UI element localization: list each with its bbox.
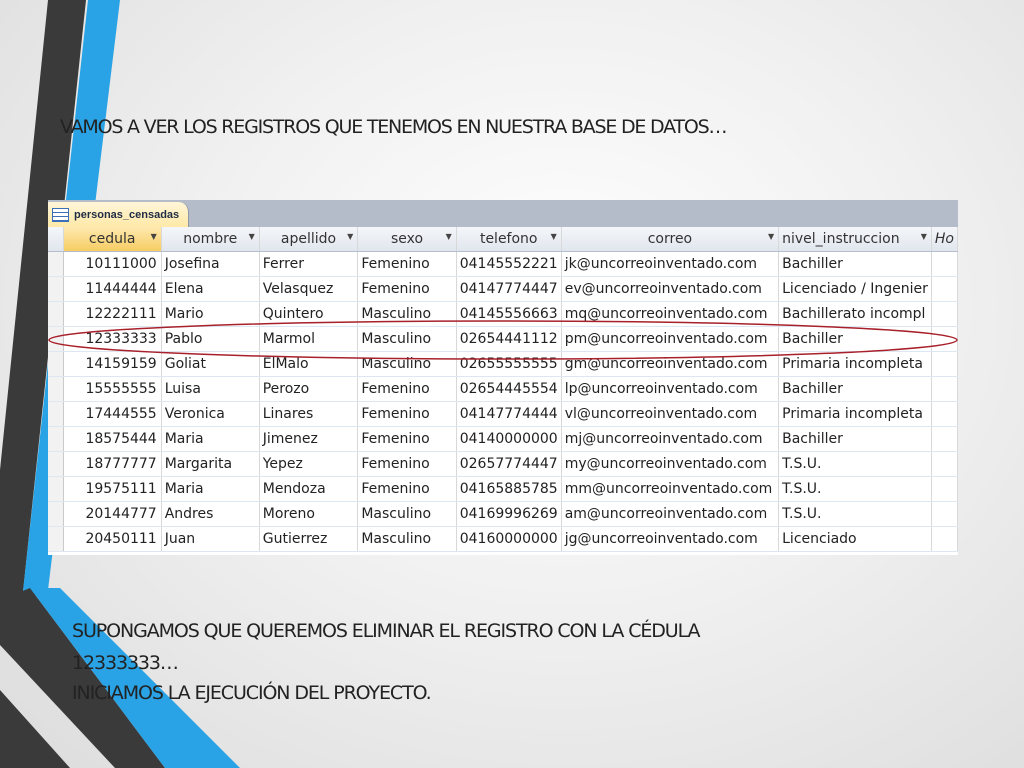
cell-cedula[interactable]: 18575444	[63, 427, 161, 452]
cell-sexo[interactable]: Femenino	[358, 252, 456, 277]
cell-sexo[interactable]: Masculino	[358, 327, 456, 352]
cell-partial[interactable]	[931, 277, 957, 302]
cell-telefono[interactable]: 02654445554	[456, 377, 561, 402]
cell-apellido[interactable]: Velasquez	[259, 277, 358, 302]
dropdown-arrow-icon[interactable]: ▼	[920, 232, 927, 241]
cell-nombre[interactable]: Elena	[161, 277, 259, 302]
cell-nivel-instruccion[interactable]: Bachiller	[779, 327, 932, 352]
cell-nombre[interactable]: Juan	[161, 527, 259, 552]
cell-apellido[interactable]: Linares	[259, 402, 358, 427]
col-header-sexo[interactable]: sexo ▼	[358, 227, 456, 252]
cell-sexo[interactable]: Femenino	[358, 427, 456, 452]
cell-correo[interactable]: gm@uncorreoinventado.com	[561, 352, 778, 377]
cell-sexo[interactable]: Femenino	[358, 477, 456, 502]
cell-sexo[interactable]: Femenino	[358, 377, 456, 402]
cell-correo[interactable]: mm@uncorreoinventado.com	[561, 477, 778, 502]
cell-nivel-instruccion[interactable]: T.S.U.	[779, 502, 932, 527]
table-row[interactable]	[48, 302, 958, 327]
cell-cedula[interactable]: 17444555	[63, 402, 161, 427]
cell-apellido[interactable]: Marmol	[259, 327, 358, 352]
cell-nombre[interactable]: Maria	[161, 477, 259, 502]
col-header-correo[interactable]: correo ▼	[561, 227, 778, 252]
table-icon	[52, 208, 69, 222]
cell-correo[interactable]: my@uncorreoinventado.com	[561, 452, 778, 477]
cell-nombre[interactable]: Andres	[161, 502, 259, 527]
cell-nivel-instruccion[interactable]: Bachiller	[779, 427, 932, 452]
cell-correo[interactable]: pm@uncorreoinventado.com	[561, 327, 778, 352]
caption-line-3: INICIAMOS LA EJECUCIÓN DEL PROYECTO.	[72, 682, 431, 704]
cell-telefono[interactable]: 04147774447	[456, 277, 561, 302]
row-selector[interactable]	[48, 302, 63, 327]
dropdown-arrow-icon[interactable]: ▼	[445, 232, 452, 241]
row-selector[interactable]	[48, 252, 63, 277]
row-selector[interactable]	[48, 502, 63, 527]
cell-sexo[interactable]: Masculino	[358, 302, 456, 327]
col-header-partial[interactable]: Ho	[931, 227, 957, 252]
cell-nombre[interactable]: Maria	[161, 427, 259, 452]
table-row[interactable]	[48, 452, 958, 477]
cell-apellido[interactable]: Quintero	[259, 302, 358, 327]
table-row[interactable]	[48, 427, 958, 452]
cell-correo[interactable]: mq@uncorreoinventado.com	[561, 302, 778, 327]
cell-partial[interactable]	[931, 302, 957, 327]
cell-telefono[interactable]: 04145552221	[456, 252, 561, 277]
row-selector[interactable]	[48, 277, 63, 302]
header-row	[48, 227, 958, 252]
cell-telefono[interactable]: 04169996269	[456, 502, 561, 527]
cell-partial[interactable]	[931, 352, 957, 377]
cell-correo[interactable]: mj@uncorreoinventado.com	[561, 427, 778, 452]
cell-apellido[interactable]: Yepez	[259, 452, 358, 477]
records-table	[48, 227, 958, 552]
slide-heading: VAMOS A VER LOS REGISTROS QUE TENEMOS EN NUESTRA BASE DE DATOS…	[60, 116, 727, 138]
cell-correo[interactable]: jg@uncorreoinventado.com	[561, 527, 778, 552]
cell-sexo[interactable]: Femenino	[358, 402, 456, 427]
cell-nivel-instruccion[interactable]: Primaria incompleta	[779, 352, 932, 377]
cell-correo[interactable]: jk@uncorreoinventado.com	[561, 252, 778, 277]
col-header-apellido[interactable]: apellido ▼	[259, 227, 358, 252]
cell-partial[interactable]	[931, 252, 957, 277]
table-row[interactable]	[48, 402, 958, 427]
cell-apellido[interactable]: Ferrer	[259, 252, 358, 277]
cell-nombre[interactable]: Goliat	[161, 352, 259, 377]
table-row[interactable]	[48, 527, 958, 552]
cell-telefono[interactable]: 04145556663	[456, 302, 561, 327]
cell-correo[interactable]: am@uncorreoinventado.com	[561, 502, 778, 527]
access-datasheet	[48, 200, 958, 555]
cell-cedula[interactable]: 11444444	[63, 277, 161, 302]
cell-cedula[interactable]: 19575111	[63, 477, 161, 502]
cell-nombre[interactable]: Josefina	[161, 252, 259, 277]
cell-sexo[interactable]: Femenino	[358, 452, 456, 477]
row-selector[interactable]	[48, 452, 63, 477]
select-all-corner[interactable]	[48, 227, 63, 252]
cell-nivel-instruccion[interactable]: Bachiller	[779, 252, 932, 277]
caption-line-1: SUPONGAMOS QUE QUEREMOS ELIMINAR EL REGISTRO CON LA CÉDULA	[72, 620, 700, 642]
cell-cedula[interactable]: 14159159	[63, 352, 161, 377]
cell-apellido[interactable]: Mendoza	[259, 477, 358, 502]
cell-cedula[interactable]: 12222111	[63, 302, 161, 327]
cell-sexo[interactable]: Femenino	[358, 277, 456, 302]
cell-apellido[interactable]: Gutierrez	[259, 527, 358, 552]
cell-nivel-instruccion[interactable]: T.S.U.	[779, 452, 932, 477]
row-selector[interactable]	[48, 527, 63, 552]
cell-correo[interactable]: vl@uncorreoinventado.com	[561, 402, 778, 427]
cell-apellido[interactable]: Moreno	[259, 502, 358, 527]
table-row[interactable]	[48, 277, 958, 302]
cell-sexo[interactable]: Masculino	[358, 527, 456, 552]
row-selector[interactable]	[48, 327, 63, 352]
cell-telefono[interactable]: 04147774444	[456, 402, 561, 427]
dropdown-arrow-icon[interactable]: ▼	[767, 232, 775, 241]
cell-nombre[interactable]: Luisa	[161, 377, 259, 402]
table-tab[interactable]	[48, 202, 189, 227]
table-row[interactable]	[48, 377, 958, 402]
cell-correo[interactable]: ev@uncorreoinventado.com	[561, 277, 778, 302]
cell-cedula[interactable]: 12333333	[63, 327, 161, 352]
table-row[interactable]	[48, 352, 958, 377]
table-row[interactable]	[48, 502, 958, 527]
cell-partial[interactable]	[931, 502, 957, 527]
cell-telefono[interactable]: 04160000000	[456, 527, 561, 552]
row-selector[interactable]	[48, 477, 63, 502]
row-selector[interactable]	[48, 352, 63, 377]
cell-nombre[interactable]: Veronica	[161, 402, 259, 427]
cell-telefono[interactable]: 02654441112	[456, 327, 561, 352]
cell-cedula[interactable]: 20144777	[63, 502, 161, 527]
dropdown-arrow-icon[interactable]: ▼	[248, 232, 255, 241]
cell-apellido[interactable]: Jimenez	[259, 427, 358, 452]
caption-line-2: 12333333…	[72, 652, 178, 674]
dropdown-arrow-icon[interactable]: ▼	[550, 232, 557, 241]
row-selector[interactable]	[48, 402, 63, 427]
row-selector[interactable]	[48, 377, 63, 402]
cell-sexo[interactable]: Masculino	[358, 352, 456, 377]
cell-nivel-instruccion[interactable]: Bachiller	[779, 377, 932, 402]
dropdown-arrow-icon[interactable]: ▼	[150, 232, 157, 241]
cell-telefono[interactable]: 02657774447	[456, 452, 561, 477]
table-row[interactable]	[48, 327, 958, 352]
table-row[interactable]	[48, 252, 958, 277]
cell-sexo[interactable]: Masculino	[358, 502, 456, 527]
cell-correo[interactable]: lp@uncorreoinventado.com	[561, 377, 778, 402]
col-header-nivel-instruccion[interactable]: nivel_instruccion ▼	[779, 227, 932, 252]
table-row[interactable]	[48, 477, 958, 502]
cell-apellido[interactable]: Perozo	[259, 377, 358, 402]
cell-nivel-instruccion[interactable]: Licenciado / Ingenier	[779, 277, 932, 302]
cell-cedula[interactable]: 10111000	[63, 252, 161, 277]
cell-nivel-instruccion[interactable]: Bachillerato incompl	[779, 302, 932, 327]
cell-telefono[interactable]: 02655555555	[456, 352, 561, 377]
cell-apellido[interactable]: ElMalo	[259, 352, 358, 377]
dropdown-arrow-icon[interactable]: ▼	[347, 232, 354, 241]
cell-nombre[interactable]: Margarita	[161, 452, 259, 477]
cell-partial[interactable]	[931, 402, 957, 427]
cell-nivel-instruccion[interactable]: T.S.U.	[779, 477, 932, 502]
cell-telefono[interactable]: 04165885785	[456, 477, 561, 502]
col-header-telefono[interactable]: telefono ▼	[456, 227, 561, 252]
cell-cedula[interactable]: 15555555	[63, 377, 161, 402]
cell-cedula[interactable]: 20450111	[63, 527, 161, 552]
col-header-cedula[interactable]: cedula ▼	[63, 227, 161, 252]
cell-partial[interactable]	[931, 477, 957, 502]
cell-nivel-instruccion[interactable]: Licenciado	[779, 527, 932, 552]
tab-bar	[48, 200, 958, 227]
table-tab-label: personas_censadas	[74, 208, 180, 221]
cell-nivel-instruccion[interactable]: Primaria incompleta	[779, 402, 932, 427]
cell-telefono[interactable]: 04140000000	[456, 427, 561, 452]
row-selector[interactable]	[48, 427, 63, 452]
cell-partial[interactable]	[931, 377, 957, 402]
cell-partial[interactable]	[931, 427, 957, 452]
col-header-nombre[interactable]: nombre ▼	[161, 227, 259, 252]
cell-nombre[interactable]: Mario	[161, 302, 259, 327]
cell-partial[interactable]	[931, 527, 957, 552]
cell-cedula[interactable]: 18777777	[63, 452, 161, 477]
cell-nombre[interactable]: Pablo	[161, 327, 259, 352]
cell-partial[interactable]	[931, 327, 957, 352]
cell-partial[interactable]	[931, 452, 957, 477]
